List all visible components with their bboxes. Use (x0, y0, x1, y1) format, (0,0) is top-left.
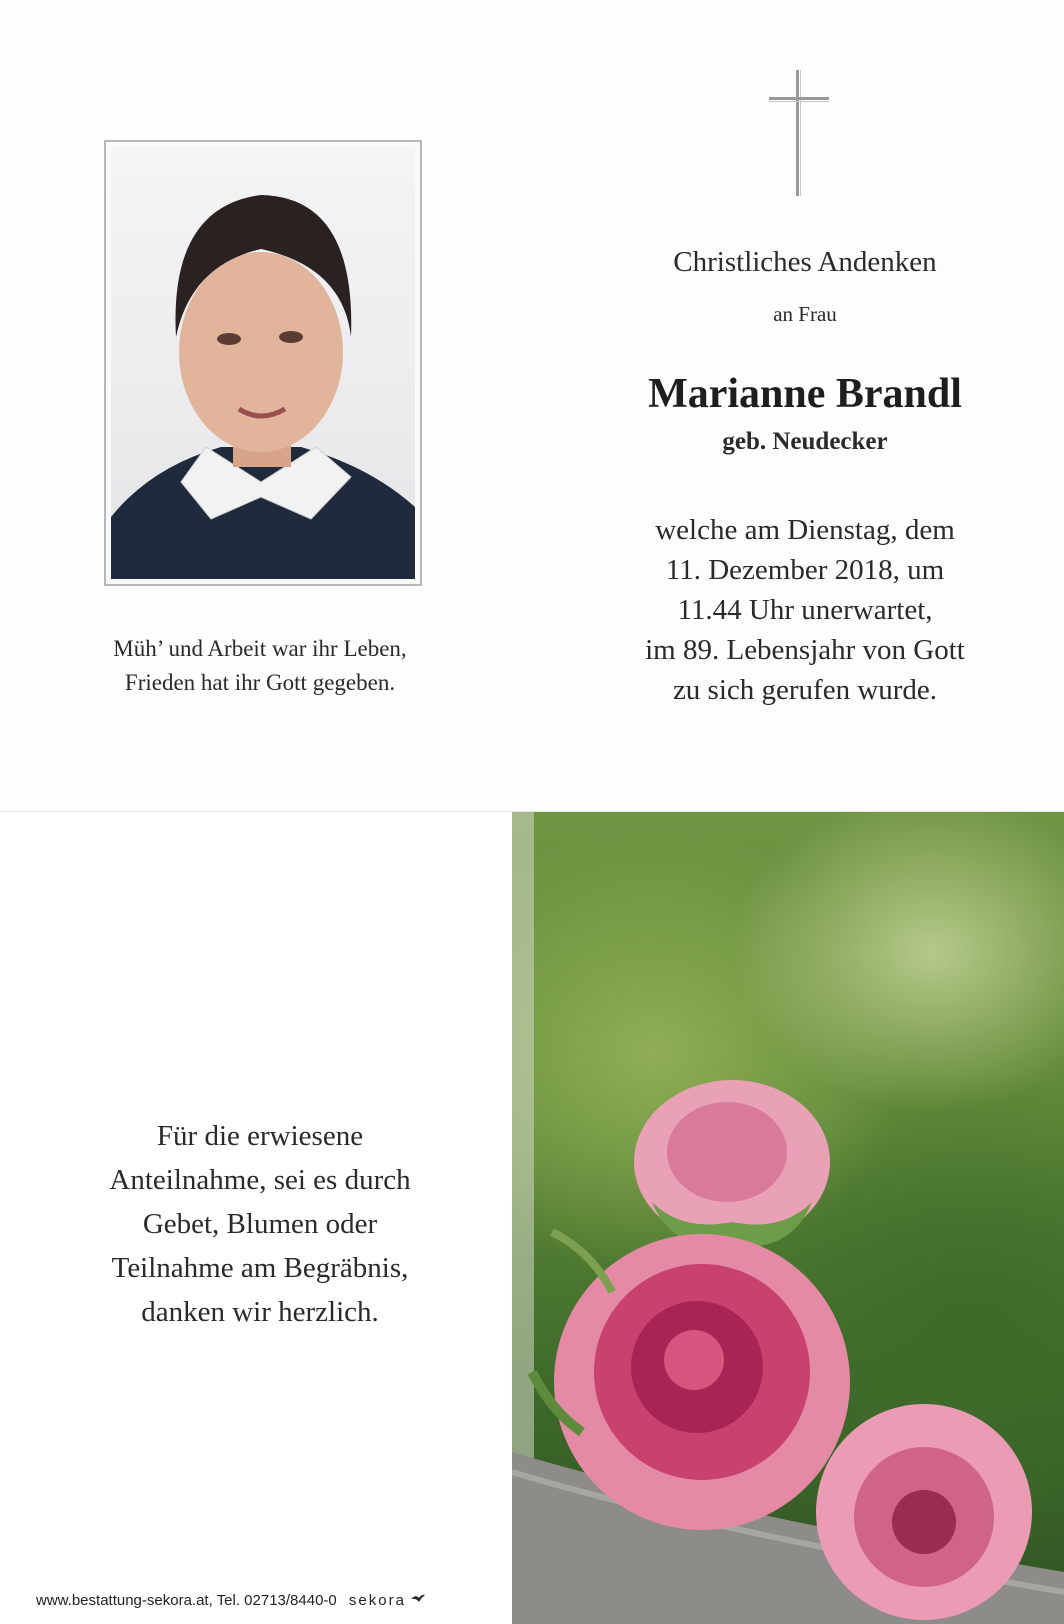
portrait-panel (0, 0, 535, 812)
death-line-5: zu sich gerufen wurde. (672, 674, 938, 706)
death-line-2: 11. Dezember 2018, um (665, 554, 945, 586)
memorial-panel (535, 0, 1064, 812)
bird-icon (410, 1593, 426, 1605)
thanks-line-5: danken wir herzlich. (141, 1296, 379, 1328)
quote-line-2: Frieden hat ihr Gott gegeben. (124, 670, 396, 695)
thanks-line-1: Für die erwiesene (156, 1120, 364, 1152)
maiden-name: geb. Neudecker (722, 428, 888, 455)
death-line-1: welche am Dienstag, dem (655, 514, 955, 546)
thanks-line-4: Teilnahme am Begräbnis, (111, 1252, 409, 1284)
quote-line-1: Müh’ und Arbeit war ihr Leben, (113, 636, 407, 661)
cross-icon (767, 68, 831, 198)
memorial-heading: Christliches Andenken (673, 246, 937, 278)
portrait-photo-illustration (111, 147, 415, 579)
portrait-quote (40, 632, 480, 700)
footer-contact: www.bestattung-sekora.at, Tel. 02713/8440-0 (36, 1592, 337, 1609)
death-notice (535, 510, 1064, 710)
deceased-name: Marianne Brandl (648, 371, 962, 417)
thanks-line-2: Anteilnahme, sei es durch (109, 1164, 411, 1196)
thanks-line-3: Gebet, Blumen oder (142, 1208, 378, 1240)
footer (36, 1592, 426, 1609)
brand-logo: sekora (348, 1592, 406, 1609)
thanks-panel (0, 812, 512, 1624)
portrait-photo (111, 147, 415, 579)
thanks-text (40, 1114, 480, 1334)
death-line-3: 11.44 Uhr unerwartet, (677, 594, 933, 626)
rose-illustration (512, 812, 1064, 1624)
portrait-frame (104, 140, 422, 586)
salutation: an Frau (773, 302, 837, 326)
death-line-4: im 89. Lebensjahr von Gott (645, 634, 965, 666)
rose-photo (512, 812, 1064, 1624)
